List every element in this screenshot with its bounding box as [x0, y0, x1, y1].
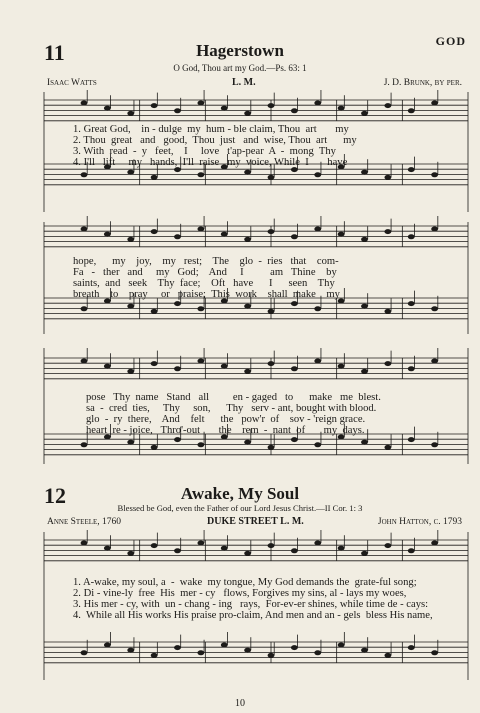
- note-head: [197, 306, 204, 311]
- note-head: [384, 103, 391, 108]
- note-head: [361, 237, 368, 242]
- note-head: [361, 648, 368, 653]
- note-head: [81, 306, 88, 311]
- lyric-verse-line: glo - ry there, And felt the pow'r of sov - 'reign grace.: [86, 414, 366, 425]
- lyric-verse-line: pose Thy name Stand all en - gaged to make me blest.: [86, 392, 381, 403]
- note-head: [127, 648, 134, 653]
- lyric-verse-line: breath to pray or praise; This work shall make my: [73, 289, 340, 300]
- note-head: [361, 440, 368, 445]
- note-head: [384, 175, 391, 180]
- note-head: [104, 643, 111, 648]
- note-head: [408, 366, 415, 371]
- note-head: [338, 232, 345, 237]
- lyric-verse-line: 3. His mer - cy, with un - chang - ing rays, For-ev-er shines, while time de - cays:: [73, 599, 429, 610]
- note-head: [268, 445, 275, 450]
- note-head: [127, 111, 134, 116]
- note-head: [244, 170, 251, 175]
- note-head: [384, 309, 391, 314]
- lyric-verse-line: 2. Thou great and good, Thou just and wise, Thou art my: [73, 135, 357, 146]
- note-head: [104, 546, 111, 551]
- tune-name: DUKE STREET L. M.: [207, 516, 304, 527]
- note-head: [338, 643, 345, 648]
- note-head: [314, 650, 321, 655]
- note-head: [244, 648, 251, 653]
- note-head: [291, 437, 298, 442]
- note-head: [221, 546, 228, 551]
- note-head: [197, 227, 204, 232]
- lyric-verse-line: 2. Di - vine-ly free His mer - cy flows, Forgives my sins, al - lays my woes,: [73, 588, 407, 599]
- note-head: [314, 442, 321, 447]
- note-head: [338, 364, 345, 369]
- note-head: [431, 101, 438, 106]
- note-head: [408, 301, 415, 306]
- note-head: [244, 440, 251, 445]
- note-head: [104, 232, 111, 237]
- note-head: [384, 445, 391, 450]
- note-head: [338, 546, 345, 551]
- music-credit: John Hatton, c. 1793: [377, 517, 462, 527]
- note-head: [291, 234, 298, 239]
- note-head: [197, 172, 204, 177]
- lyric-verse-line: Fa - ther and my God; And I am Thine by: [73, 267, 337, 278]
- note-head: [221, 643, 228, 648]
- note-head: [127, 170, 134, 175]
- note-head: [151, 653, 158, 658]
- note-head: [338, 106, 345, 111]
- note-head: [361, 304, 368, 309]
- note-head: [151, 103, 158, 108]
- note-head: [197, 541, 204, 546]
- note-head: [268, 309, 275, 314]
- note-head: [431, 359, 438, 364]
- note-head: [221, 364, 228, 369]
- note-head: [431, 541, 438, 546]
- note-head: [197, 101, 204, 106]
- note-head: [408, 645, 415, 650]
- note-head: [81, 101, 88, 106]
- note-head: [151, 361, 158, 366]
- note-head: [314, 172, 321, 177]
- note-head: [244, 304, 251, 309]
- note-head: [81, 442, 88, 447]
- music-credit: J. D. Brunk, by per.: [383, 78, 462, 88]
- note-head: [244, 369, 251, 374]
- note-head: [431, 172, 438, 177]
- note-head: [314, 359, 321, 364]
- words-credit: Isaac Watts: [47, 78, 97, 88]
- note-head: [127, 551, 134, 556]
- lyric-verse-line: sa - cred ties, Thy son, Thy serv - ant, bought with blood.: [86, 403, 377, 414]
- note-head: [151, 229, 158, 234]
- lyric-verse-line: 4. I'll lift my hands, I'll raise my voice, While I have: [73, 157, 348, 168]
- note-head: [197, 359, 204, 364]
- note-head: [408, 548, 415, 553]
- note-head: [174, 108, 181, 113]
- section-heading: GOD: [435, 34, 466, 48]
- note-head: [408, 437, 415, 442]
- note-head: [151, 175, 158, 180]
- note-head: [431, 650, 438, 655]
- note-head: [384, 543, 391, 548]
- note-head: [197, 650, 204, 655]
- note-head: [408, 234, 415, 239]
- note-head: [268, 103, 275, 108]
- note-head: [127, 440, 134, 445]
- note-head: [151, 543, 158, 548]
- hymn-title: Awake, My Soul: [180, 484, 300, 503]
- note-head: [361, 170, 368, 175]
- note-head: [151, 445, 158, 450]
- note-head: [244, 111, 251, 116]
- lyric-verse-line: 3. With read - y feet, I love t'ap-pear A - mong Thy: [73, 146, 336, 157]
- lyric-verse-line: heart re - joice, Thro'-out the rem - nant of my days.: [86, 425, 365, 436]
- note-head: [127, 237, 134, 242]
- note-head: [291, 645, 298, 650]
- note-head: [244, 237, 251, 242]
- note-head: [314, 541, 321, 546]
- note-head: [384, 361, 391, 366]
- note-head: [244, 551, 251, 556]
- note-head: [221, 106, 228, 111]
- scripture-reference: Blessed be God, even the Father of our Lord Jesus Christ.—II Cor. 1: 3: [117, 503, 363, 513]
- note-head: [431, 227, 438, 232]
- note-head: [127, 369, 134, 374]
- hymn-number: 11: [44, 40, 65, 65]
- note-head: [81, 650, 88, 655]
- note-head: [174, 548, 181, 553]
- note-head: [81, 227, 88, 232]
- note-head: [431, 442, 438, 447]
- note-head: [361, 369, 368, 374]
- note-head: [314, 227, 321, 232]
- note-head: [408, 167, 415, 172]
- note-head: [174, 437, 181, 442]
- note-head: [174, 301, 181, 306]
- meter: L. M.: [232, 77, 256, 88]
- note-head: [268, 175, 275, 180]
- note-head: [81, 172, 88, 177]
- note-head: [431, 306, 438, 311]
- note-head: [268, 229, 275, 234]
- note-head: [291, 301, 298, 306]
- note-head: [408, 108, 415, 113]
- hymn-title: Hagerstown: [196, 41, 284, 60]
- page-number: 10: [235, 698, 245, 709]
- note-head: [314, 306, 321, 311]
- note-head: [174, 366, 181, 371]
- note-head: [291, 108, 298, 113]
- note-head: [221, 232, 228, 237]
- note-head: [174, 645, 181, 650]
- note-head: [361, 111, 368, 116]
- note-head: [268, 653, 275, 658]
- note-head: [291, 366, 298, 371]
- lyric-verse-line: 1. Great God, in - dulge my hum - ble claim, Thou art my: [73, 124, 349, 135]
- lyric-verse-line: 1. A-wake, my soul, a - wake my tongue, My God demands the grate-ful song;: [73, 577, 417, 588]
- lyric-verse-line: hope, my joy, my rest; The glo - ries that com-: [73, 256, 339, 267]
- scripture-reference: O God, Thou art my God.—Ps. 63: 1: [173, 63, 307, 73]
- words-credit: Anne Steele, 1760: [47, 517, 122, 527]
- note-head: [104, 364, 111, 369]
- note-head: [314, 101, 321, 106]
- note-head: [127, 304, 134, 309]
- hymn-number: 12: [44, 483, 66, 508]
- note-head: [361, 551, 368, 556]
- note-head: [174, 234, 181, 239]
- note-head: [81, 359, 88, 364]
- note-head: [268, 361, 275, 366]
- lyric-verse-line: 4. While all His works His praise pro-claim, And men and an - gels bless His name,: [73, 610, 433, 621]
- note-head: [197, 442, 204, 447]
- lyric-verse-line: saints, and seek Thy face; Oft have I seen Thy: [73, 278, 335, 289]
- note-head: [384, 653, 391, 658]
- note-head: [151, 309, 158, 314]
- note-head: [81, 541, 88, 546]
- note-head: [268, 543, 275, 548]
- note-head: [291, 548, 298, 553]
- note-head: [384, 229, 391, 234]
- note-head: [104, 106, 111, 111]
